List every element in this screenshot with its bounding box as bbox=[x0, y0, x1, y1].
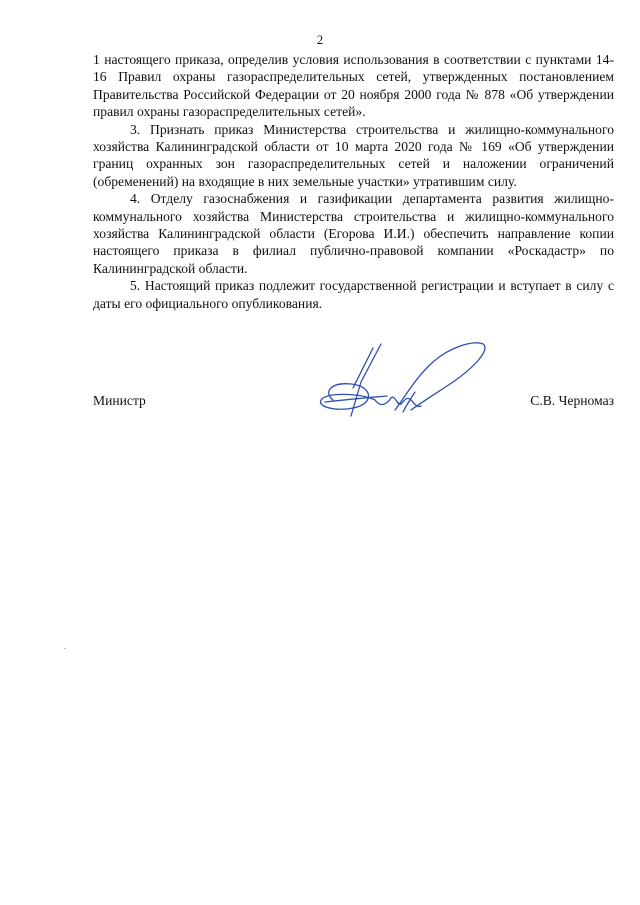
scan-artifact bbox=[64, 648, 66, 649]
signatory-title: Министр bbox=[93, 393, 146, 408]
paragraph-continuation: 1 настоящего приказа, определив условия использования в соответствии с пунктами 14-16 Правил охраны газораспределительных сетей, утвержденных постановлением Правительства Российской Федерации от 20 ноября 2000 года № 878 «Об утверждении правил охраны газораспределительных сетей». bbox=[93, 52, 614, 120]
handwritten-signature bbox=[303, 338, 493, 428]
page-number: 2 bbox=[316, 33, 324, 47]
paragraph-item-3: 3. Признать приказ Министерства строительства и жилищно-коммунального хозяйства Калининградской области от 10 марта 2020 года № 169 «Об утверждении границ охранных зон газораспределительных сетей и наложении ограничений (обременений) на входящие в них земельные участки» утратившим силу. bbox=[93, 121, 614, 189]
paragraph-item-4: 4. Отделу газоснабжения и газификации департамента развития жилищно-коммунального хозяйства Министерства строительства и жилищно-коммунального хозяйства Калининградской области (Егорова И.И.) обеспечить направление копии настоящего приказа в филиал публично-правовой компании «Роскадастр» по Калининградской области. bbox=[93, 191, 614, 276]
document-body bbox=[93, 51, 614, 312]
signatory-name: С.В. Черномаз bbox=[530, 393, 614, 408]
paragraph-item-5: 5. Настоящий приказ подлежит государственной регистрации и вступает в силу с даты его официального опубликования. bbox=[93, 278, 614, 311]
